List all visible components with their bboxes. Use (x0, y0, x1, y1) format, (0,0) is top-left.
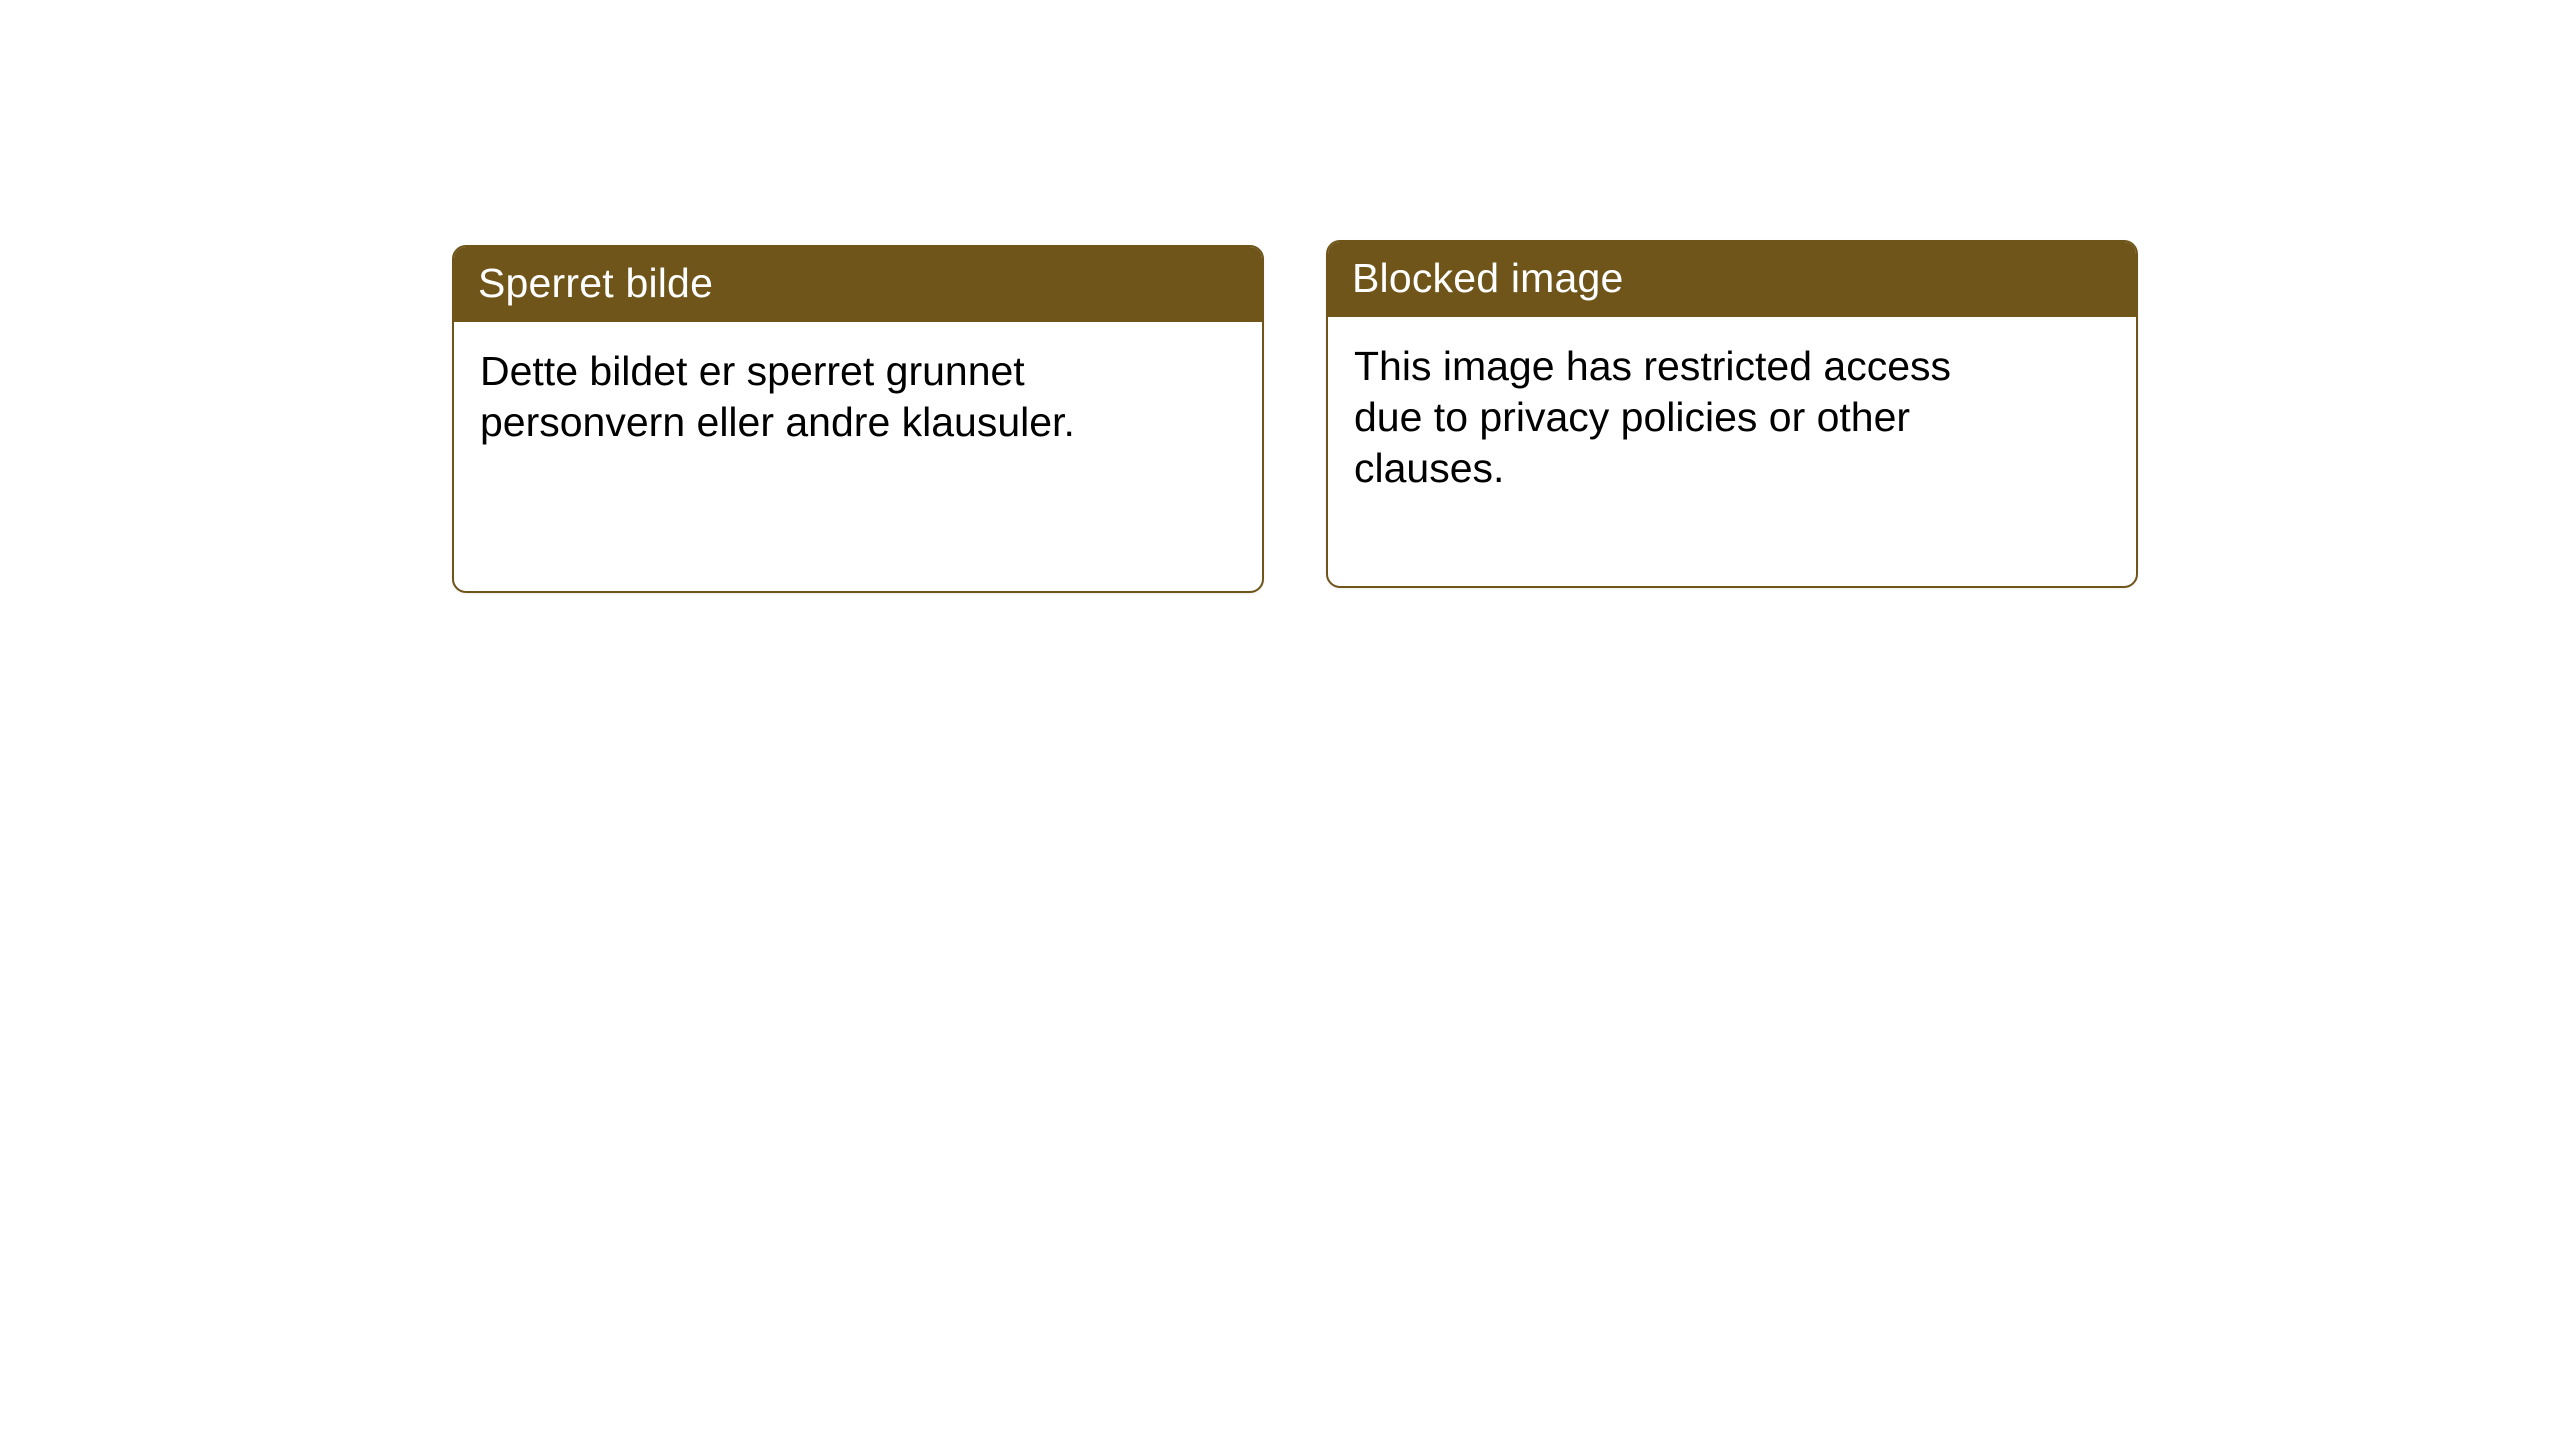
notice-title-en: Blocked image (1328, 242, 2136, 317)
blocked-image-notice-en (1326, 240, 2138, 588)
notice-message-en: This image has restricted access due to privacy policies or other clauses. (1354, 343, 1952, 491)
notice-message-no: Dette bildet er sperret grunnet personvern eller andre klausuler. (480, 348, 1075, 445)
notice-title-no: Sperret bilde (454, 247, 1262, 322)
blocked-image-notice-no (452, 245, 1264, 593)
